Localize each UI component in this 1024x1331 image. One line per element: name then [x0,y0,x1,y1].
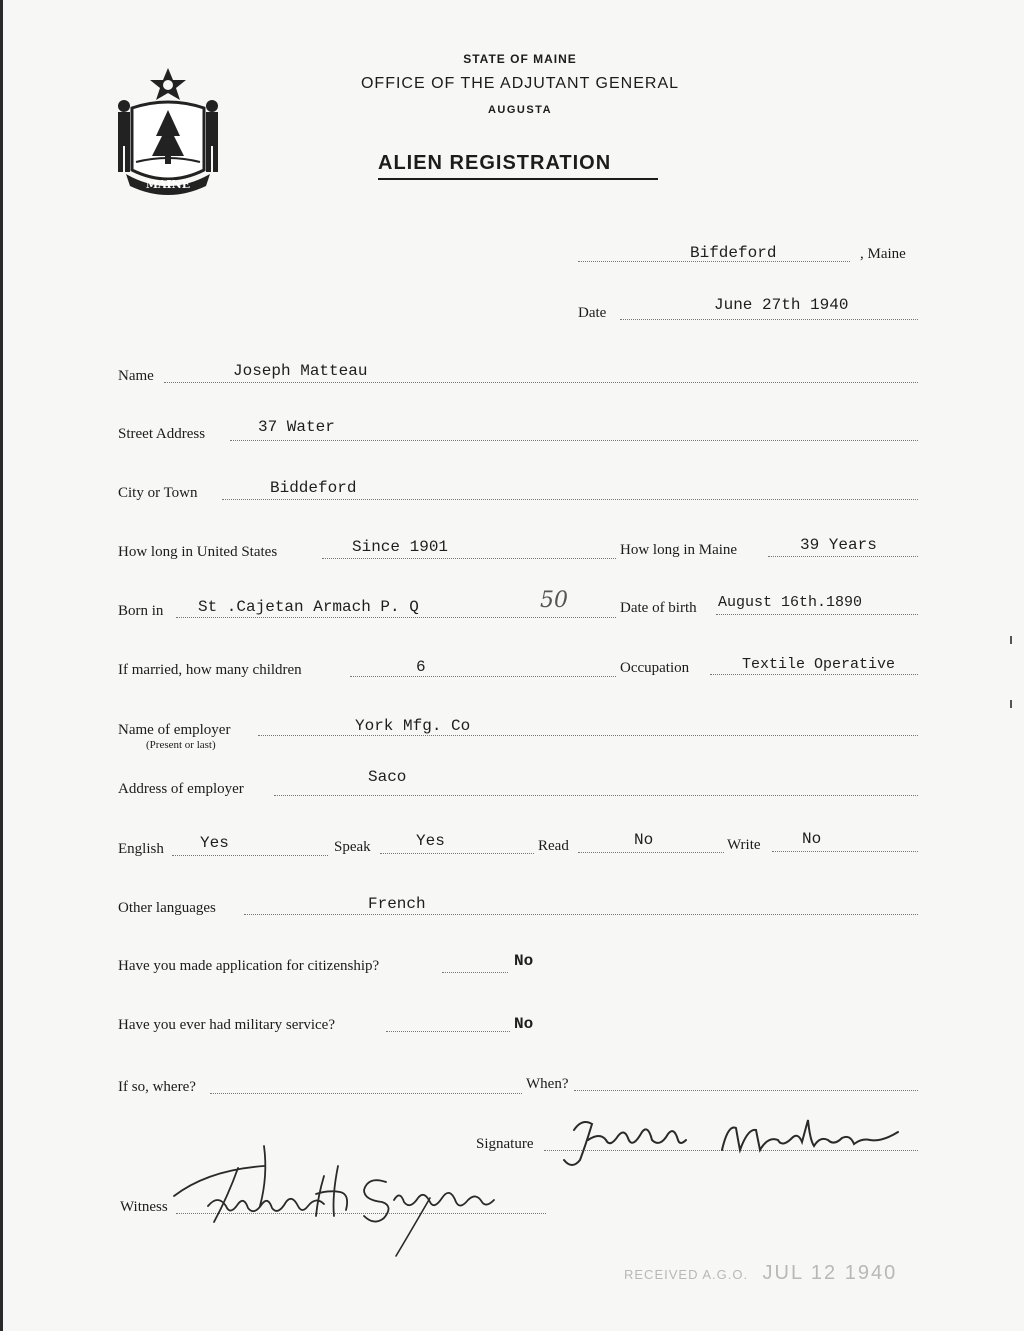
signature-handwriting [552,1110,912,1170]
born-label: Born in [118,603,164,619]
edge-mark [1010,700,1012,708]
read-value: No [634,831,654,849]
header-state: STATE OF MAINE [463,52,577,66]
witness-label: Witness [120,1199,168,1215]
citizenship-label: Have you made application for citizenship? [118,958,380,974]
born-value: St .Cajetan Armach P. Q [198,598,419,616]
born-handwritten-annotation: 50 [540,588,568,613]
street-label: Street Address [118,426,206,442]
write-line [772,851,918,852]
speak-line [380,853,534,854]
employer-address-value: Saco [368,768,407,786]
city-line [222,499,918,500]
english-label: English [118,841,164,857]
english-line [172,855,328,856]
occupation-label: Occupation [620,660,690,676]
employer-value: York Mfg. Co [355,717,471,735]
children-value: 6 [416,658,426,676]
write-value: No [802,830,822,848]
employer-address-line [274,795,918,796]
us-value: Since 1901 [352,538,449,556]
received-stamp-label: RECEIVED A.G.O. [624,1267,749,1282]
witness-signature-handwriting [168,1136,498,1260]
edge-mark [1010,636,1012,644]
maine-value: 39 Years [800,536,877,554]
place-suffix: , Maine [860,246,906,262]
name-value: Joseph Matteau [233,362,368,380]
citizenship-line [442,972,508,973]
us-label: How long in United States [118,544,278,560]
read-label: Read [538,838,569,854]
received-stamp [624,1262,897,1285]
maine-line [768,556,918,557]
place-value: Bifdeford [690,244,777,262]
military-value: No [514,1015,534,1033]
dob-label: Date of birth [620,600,697,616]
other-languages-label: Other languages [118,900,216,916]
military-line [386,1031,510,1032]
street-line [230,440,918,441]
date-label: Date [578,305,607,321]
name-line [164,382,918,383]
write-label: Write [727,837,761,853]
header-office: OFFICE OF THE ADJUTANT GENERAL [360,75,680,92]
employer-sublabel: (Present or last) [146,739,216,751]
svg-text:MAINE: MAINE [145,178,191,191]
received-stamp-date: JUL 12 1940 [762,1262,898,1284]
where-label: If so, where? [118,1079,196,1095]
where-line [210,1093,522,1094]
street-value: 37 Water [258,418,335,436]
when-label: When? [526,1076,569,1092]
header-city: AUGUSTA [487,104,553,116]
children-label: If married, how many children [118,662,302,678]
us-line [322,558,616,559]
maine-state-seal [112,66,224,196]
military-label: Have you ever had military service? [118,1017,335,1033]
date-value: June 27th 1940 [714,296,849,314]
city-value: Biddeford [270,479,357,497]
other-languages-value: French [368,895,426,913]
dob-value: August 16th.1890 [718,594,863,611]
employer-address-label: Address of employer [118,781,244,797]
form-title: ALIEN REGISTRATION [378,152,658,180]
born-line [176,617,616,618]
citizenship-value: No [514,952,534,970]
employer-line [258,735,918,736]
occupation-value: Textile Operative [742,656,896,673]
date-line [620,319,918,320]
occupation-line [710,674,918,675]
employer-label: Name of employer [118,722,231,738]
other-languages-line [244,914,918,915]
maine-label: How long in Maine [620,542,738,558]
signature-label: Signature [476,1136,534,1152]
speak-value: Yes [416,832,445,850]
dob-line [716,614,918,615]
name-label: Name [118,368,154,384]
city-label: City or Town [118,485,198,501]
read-line [578,852,724,853]
children-line [350,676,616,677]
speak-label: Speak [334,839,371,855]
when-line [574,1090,918,1091]
english-value: Yes [200,834,229,852]
